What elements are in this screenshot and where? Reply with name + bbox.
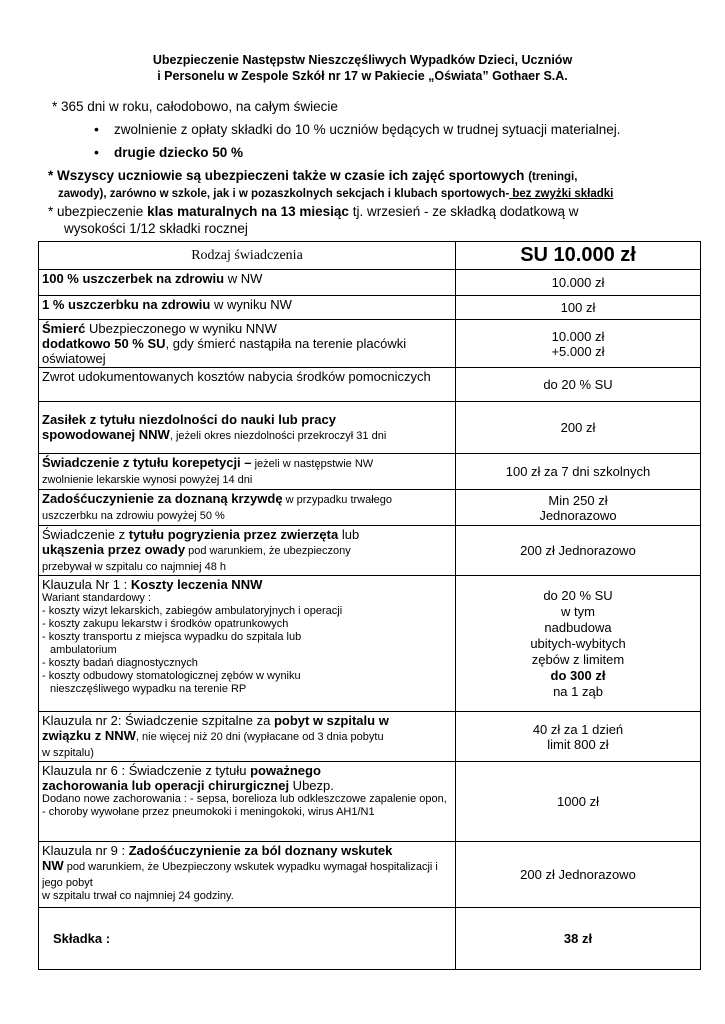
intro-matura-a: * ubezpieczenie: [48, 204, 148, 219]
row-5-bold: Zasiłek z tytułu niezdolności do nauki lub pracy: [42, 412, 336, 427]
row-1-bold: 100 % uszczerbek na zdrowiu: [42, 271, 225, 286]
row-11-bold-2: zachorowania lub operacji chirurgicznej: [42, 778, 290, 793]
row-11-a: Klauzula nr 6 : Świadczenie z tytułu: [42, 763, 251, 778]
row-9-value-1: do 20 % SU: [543, 587, 613, 603]
row-3-rest-2: , gdy śmierć nastąpiła na terenie placówki oświatowej: [42, 336, 407, 366]
table-row: [39, 270, 701, 296]
intro-section: [48, 98, 702, 237]
intro-sport-nocharge: bez zwyżki składki: [509, 188, 614, 200]
row-9-value-3: nadbudowa: [544, 619, 612, 635]
row-6-rest: jeżeli w następstwie NW: [251, 458, 374, 470]
row-3-value-1: 10.000 zł: [551, 328, 605, 344]
row-9-value-4: ubitych-wybitych: [530, 635, 626, 651]
table-row: [39, 296, 701, 320]
row-9-value: [456, 576, 701, 712]
row-9-value-6: do 300 zł: [550, 667, 606, 683]
row-9-g: ambulatorium: [50, 644, 117, 656]
intro-sport-cont: zawody), zarówno w szkole, jak i w pozaszkolnych sekcjach i klubach sportowych-: [58, 188, 510, 200]
row-8-bold-2: ukąszenia przez owady: [42, 542, 186, 557]
row-11-bold: poważnego: [250, 763, 321, 778]
row-3-bold-2: dodatkowo 50 % SU: [42, 336, 166, 351]
row-10-d: , nie więcej niż 20 dni (wypłacane od 3 dnia pobytu: [135, 731, 384, 743]
row-9-value-7: na 1 ząb: [553, 683, 603, 699]
row-1-value: 10.000 zł: [456, 270, 701, 296]
row-5-value: 200 zł: [456, 402, 701, 454]
row-10-e: w szpitalu): [42, 747, 94, 759]
row-3-value: [456, 320, 701, 368]
row-9-i: - koszty odbudowy stomatologicznej zębów w wyniku: [42, 670, 301, 682]
premium-value: 38 zł: [456, 908, 701, 970]
title-line-1: Ubezpieczenie Następstw Nieszczęśliwych Wypadków Dzieci, Uczniów: [152, 53, 573, 67]
row-8-bold: tytułu pogryzienia przez zwierzęta: [128, 527, 339, 542]
row-7-value-1: Min 250 zł: [548, 492, 608, 508]
row-5-rest: , jeżeli okres niezdolności przekroczył 31 dni: [169, 430, 387, 442]
table-row: [39, 526, 701, 576]
row-9-c: Wariant standardowy :: [42, 592, 152, 604]
row-6-value: 100 zł za 7 dni szkolnych: [456, 454, 701, 490]
row-10-value: [456, 712, 701, 762]
bullet-text-1: zwolnienie z opłaty składki do 10 % uczniów będących w trudnej sytuacji materialnej.: [114, 122, 621, 137]
table-row: [39, 762, 701, 842]
header-sum-insured: SU 10.000 zł: [456, 242, 701, 270]
benefits-table: [38, 241, 701, 970]
row-1-label: [39, 270, 456, 296]
row-5-label: [39, 402, 456, 454]
row-11-label: [39, 762, 456, 842]
row-12-e: w szpitalu trwał co najmniej 24 godziny.: [42, 890, 234, 902]
row-8-c: lub: [338, 527, 360, 542]
premium-label: Składka :: [53, 931, 111, 946]
row-12-label: [39, 842, 456, 908]
row-10-value-2: limit 800 zł: [547, 736, 609, 752]
row-12-bold: Zadośćuczynienie za ból doznany wskutek: [128, 843, 393, 858]
intro-sport-bold: * Wszyscy uczniowie są ubezpieczeni także w czasie ich zajęć sportowych: [48, 168, 525, 183]
row-7-rest: w przypadku trwałego: [282, 494, 393, 506]
row-6-rest-2: zwolnienie lekarskie wynosi powyżej 14 dni: [42, 474, 253, 486]
intro-matura-b: klas maturalnych na 13 miesiąc: [147, 204, 349, 219]
intro-matura-c: tj. wrzesień - ze składką dodatkową w: [348, 204, 579, 219]
row-6-bold: Świadczenie z tytułu korepetycji –: [42, 455, 252, 470]
row-3-rest: Ubezpieczonego w wyniku NNW: [85, 321, 277, 336]
row-8-e: pod warunkiem, że ubezpieczony: [185, 545, 351, 557]
row-12-bold-2: NW: [42, 858, 64, 873]
row-10-bold: pobyt w szpitalu w: [273, 713, 389, 728]
table-row: [39, 842, 701, 908]
intro-sport-small: (treningi,: [528, 171, 578, 183]
row-9-bold: Koszty leczenia NNW: [130, 577, 263, 592]
row-2-label: [39, 296, 456, 320]
row-7-rest-2: uszczerbku na zdrowiu powyżej 50 %: [42, 510, 225, 522]
bullet-item-1: [94, 121, 702, 138]
row-9-e: - koszty zakupu lekarstw i środków opatrunkowych: [42, 618, 289, 630]
intro-line-4: [48, 203, 702, 220]
row-12-d: pod warunkiem, że Ubezpieczony wskutek wypadku wymagał hospitalizacji i jego pobyt: [42, 861, 438, 889]
row-9-h: - koszty badań diagnostycznych: [42, 657, 198, 669]
row-1-rest: w NW: [224, 271, 263, 286]
row-10-value-1: 40 zł za 1 dzień: [532, 721, 624, 737]
bullet-item-2: [94, 144, 702, 161]
row-3-bold: Śmierć: [42, 321, 86, 336]
row-9-a: Klauzula Nr 1 :: [42, 577, 131, 592]
row-3-value-2: +5.000 zł: [551, 343, 605, 359]
row-11-value: 1000 zł: [456, 762, 701, 842]
row-7-bold: Zadośćuczynienie za doznaną krzywdę: [42, 491, 283, 506]
table-row: [39, 454, 701, 490]
row-9-j: nieszczęśliwego wypadku na terenie RP: [50, 683, 247, 695]
row-2-bold: 1 % uszczerbku na zdrowiu: [42, 297, 211, 312]
row-2-value: 100 zł: [456, 296, 701, 320]
row-9-f: - koszty transportu z miejsca wypadku do szpitala lub: [42, 631, 302, 643]
row-3-label: [39, 320, 456, 368]
row-5-bold-2: spowodowanej NNW: [42, 427, 170, 442]
row-11-e: Dodano nowe zachorowania : - sepsa, borelioza lub odkleszczowe zapalenie opon, - choroby wywołane przez pneumokoki i meningokoki, wirus AH1/N1: [42, 793, 447, 818]
intro-line-3: [58, 186, 702, 203]
row-9-label: [39, 576, 456, 712]
row-6-label: [39, 454, 456, 490]
row-12-a: Klauzula nr 9 :: [42, 843, 129, 858]
row-2-rest: w wyniku NW: [210, 297, 292, 312]
title-line-2: i Personelu w Zespole Szkół nr 17 w Pakiecie „Oświata” Gothaer S.A.: [157, 69, 568, 83]
bullet-text-2: drugie dziecko 50 %: [114, 145, 244, 160]
row-7-label: [39, 490, 456, 526]
table-header-row: [39, 242, 701, 270]
row-9-d: - koszty wizyt lekarskich, zabiegów ambulatoryjnych i operacji: [42, 605, 343, 617]
row-7-value: [456, 490, 701, 526]
intro-line-1: * 365 dni w roku, całodobowo, na całym świecie: [52, 99, 338, 114]
table-row: [39, 320, 701, 368]
document-title: [0, 52, 725, 84]
table-row: [39, 576, 701, 712]
row-10-a: Klauzula nr 2: Świadczenie szpitalne za: [42, 713, 274, 728]
row-9-value-5: zębów z limitem: [531, 651, 625, 667]
row-10-bold-2: związku z NNW: [42, 728, 136, 743]
row-4-label: Zwrot udokumentowanych kosztów nabycia środków pomocniczych: [39, 368, 456, 402]
row-12-value: 200 zł Jednorazowo: [456, 842, 701, 908]
row-8-f: przebywał w szpitalu co najmniej 48 h: [42, 561, 227, 573]
row-10-label: [39, 712, 456, 762]
table-row: [39, 490, 701, 526]
row-4-value: do 20 % SU: [456, 368, 701, 402]
table-row: [39, 712, 701, 762]
row-11-d: Ubezp.: [289, 778, 334, 793]
intro-line-2: [48, 167, 702, 186]
table-row: [39, 368, 701, 402]
row-8-label: [39, 526, 456, 576]
header-benefit-type: Rodzaj świadczenia: [39, 242, 456, 270]
table-row: [39, 402, 701, 454]
table-row: [39, 908, 701, 970]
row-7-value-2: Jednorazowo: [539, 507, 617, 523]
intro-line-5: wysokości 1/12 składki rocznej: [64, 221, 248, 236]
row-8-a: Świadczenie z: [42, 527, 129, 542]
row-13-label: [39, 908, 456, 970]
row-9-value-2: w tym: [561, 603, 595, 619]
row-8-value: 200 zł Jednorazowo: [456, 526, 701, 576]
